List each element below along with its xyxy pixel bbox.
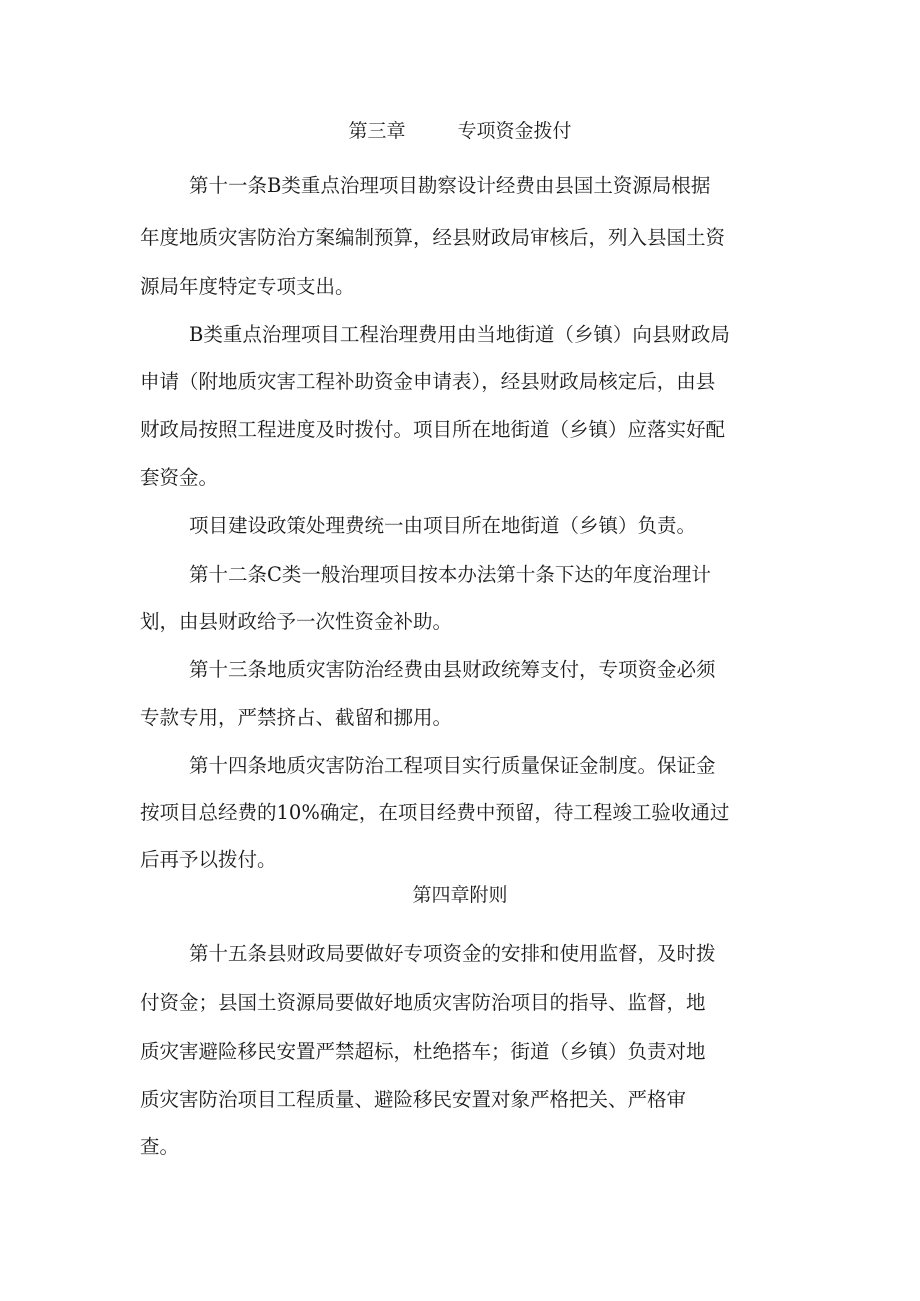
article-11b-line-4: 套资金。 <box>140 466 219 489</box>
article-13-line-2: 专款专用，严禁挤占、截留和挪用。 <box>140 706 453 729</box>
article-13-line-1: 第十三条地质灾害防治经费由县财政统筹支付，专项资金必须 <box>189 658 716 681</box>
article-14-line-2: 按项目总经费的10%确定，在项目经费中预留，待工程竣工验收通过 <box>140 801 730 824</box>
chapter-three-title: 专项资金拨付 <box>457 120 572 142</box>
article-14-line-3: 后再予以拨付。 <box>140 848 277 871</box>
chapter-three-heading <box>0 119 920 143</box>
article-11-line-2: 年度地质灾害防治方案编制预算，经县财政局审核后，列入县国土资 <box>140 226 726 249</box>
article-15-line-4: 质灾害防治项目工程质量、避险移民安置对象严格把关、严格审 <box>140 1088 687 1111</box>
article-11b-line-2: 申请（附地质灾害工程补助资金申请表），经县财政局核定后，由县 <box>140 370 716 393</box>
article-15-line-2: 付资金；县国土资源局要做好地质灾害防治项目的指导、监督，地 <box>140 991 706 1014</box>
chapter-three-label: 第三章 <box>348 120 406 142</box>
article-15-line-5: 查。 <box>140 1135 180 1158</box>
article-11c-line-1: 项目建设政策处理费统一由项目所在地街道（乡镇）负责。 <box>189 514 697 537</box>
article-11-line-1: 第十一条B类重点治理项目勘察设计经费由县国土资源局根据 <box>189 174 711 197</box>
article-12-line-2: 划，由县财政给予一次性资金补助。 <box>140 610 453 633</box>
article-14-line-1: 第十四条地质灾害防治工程项目实行质量保证金制度。保证金 <box>189 754 716 777</box>
article-15-line-1: 第十五条县财政局要做好专项资金的安排和使用监督，及时拨 <box>189 942 716 965</box>
article-15-line-3: 质灾害避险移民安置严禁超标，杜绝搭车；街道（乡镇）负责对地 <box>140 1040 706 1063</box>
chapter-four-heading: 第四章附则 <box>412 884 508 906</box>
article-11-line-3: 源局年度特定专项支出。 <box>140 275 355 298</box>
article-11b-line-1: B类重点治理项目工程治理费用由当地街道（乡镇）向县财政局 <box>189 323 730 346</box>
article-11b-line-3: 财政局按照工程进度及时拨付。项目所在地街道（乡镇）应落实好配 <box>140 418 726 441</box>
article-12-line-1: 第十二条C类一般治理项目按本办法第十条下达的年度治理计 <box>189 563 711 586</box>
